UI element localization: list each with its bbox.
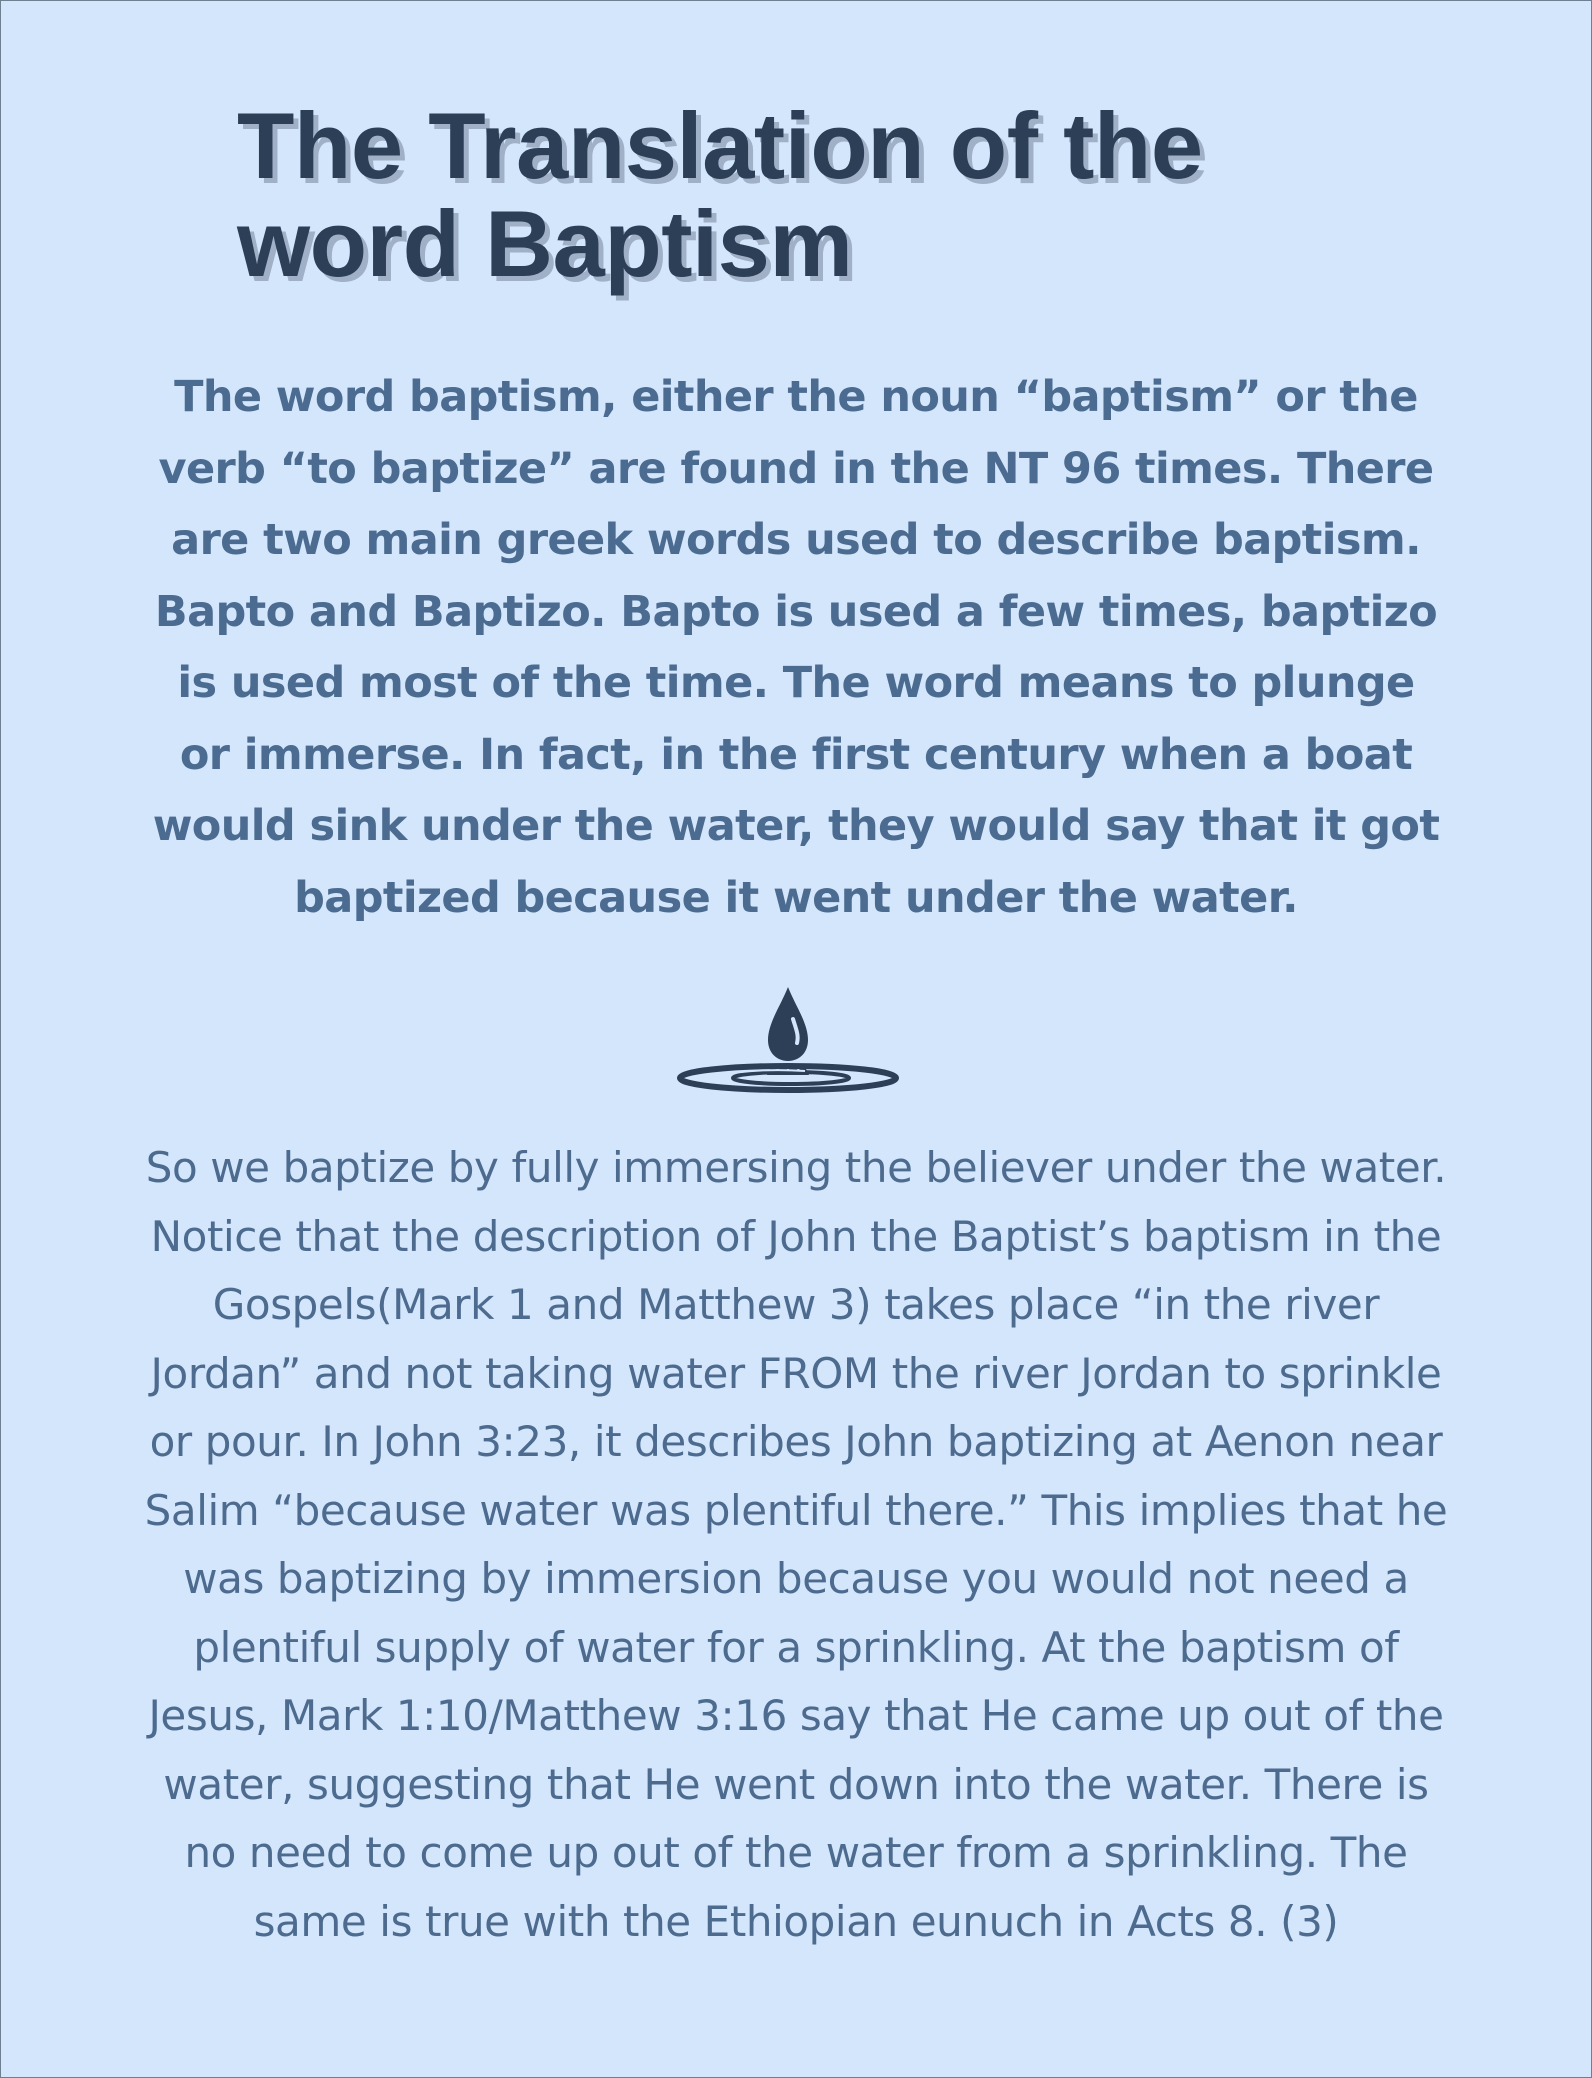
lead-paragraph: The word baptism, either the noun “baptism” or the verb “to baptize” are found in the NT 96 times. There are two main greek words used to describe baptism. Bapto and Baptizo. Bapto is used a few times, baptizo is used most of the time. The word means to plunge or immerse. In fact, in the first century when a boat would sink under the water, they would say that it got baptized because it went under the water. bbox=[152, 372, 1440, 923]
document-page bbox=[1, 1, 1592, 2078]
water-drop-icon bbox=[675, 983, 901, 1095]
page-title: The Translation of the word Baptism bbox=[237, 93, 1203, 296]
body-paragraph: So we baptize by fully immersing the believer under the water. Notice that the description of John the Baptist’s baptism in the Gospels(Mark 1 and Matthew 3) takes place “in the river Jordan” and not taking water FROM the river Jordan to sprinkle or pour. In John 3:23, it describes John baptizing at Aenon near Salim “because water was plentiful there.” This implies that he was baptizing by immersion because you would not need a plentiful supply of water for a sprinkling. At the baptism of Jesus, Mark 1:10/Matthew 3:16 say that He came up out of the water, suggesting that He went down into the water. There is no need to come up out of the water from a sprinkling. The same is true with the Ethiopian eunuch in Acts 8. (3) bbox=[144, 1143, 1448, 1946]
